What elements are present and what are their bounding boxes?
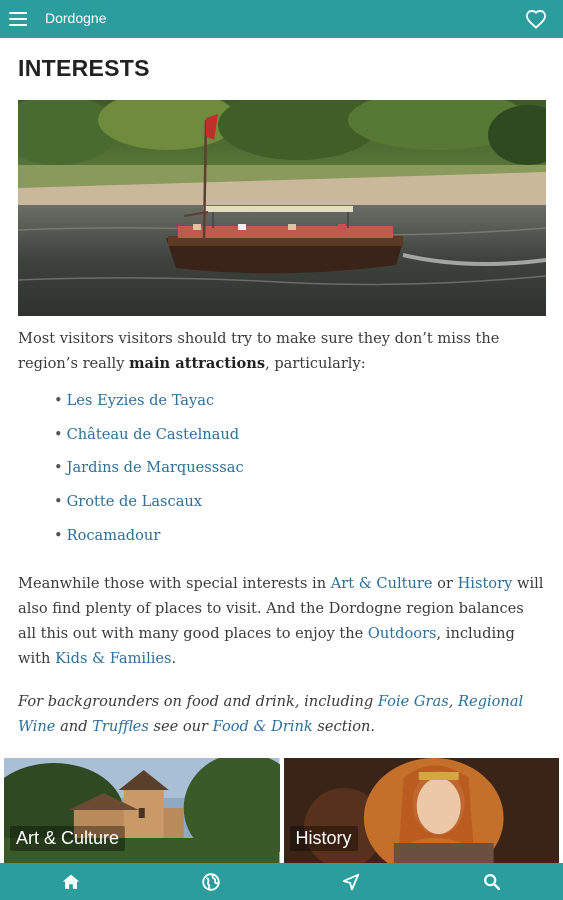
intro-paragraph — [18, 326, 546, 376]
card-label: History — [290, 826, 358, 851]
art-culture-link[interactable]: Art & Culture — [330, 575, 433, 592]
globe-icon[interactable] — [200, 871, 222, 893]
hamburger-menu-icon[interactable] — [9, 9, 29, 29]
list-item: • Château de Castelnaud — [54, 425, 240, 443]
history-card[interactable] — [284, 758, 560, 863]
card-label: Art & Culture — [10, 826, 125, 851]
list-item: • Jardins de Marquesssac — [54, 459, 244, 477]
attraction-link[interactable]: Rocamadour — [66, 526, 161, 544]
paragraph-text: , — [448, 693, 459, 710]
app-title: Dordogne — [45, 10, 107, 26]
kids-families-link[interactable]: Kids & Families — [55, 650, 172, 667]
paragraph-text: see our — [148, 718, 213, 735]
list-item: • Rocamadour — [54, 526, 161, 544]
attraction-link[interactable]: Château de Castelnaud — [66, 425, 240, 443]
truffles-link[interactable]: Truffles — [92, 718, 149, 735]
paragraph-text: For backgrounders on food and drink, including — [18, 693, 378, 710]
paragraph-text: section. — [312, 718, 376, 735]
history-link[interactable]: History — [457, 575, 513, 592]
interests-paragraph — [18, 571, 546, 671]
boat-on-river-photo — [18, 100, 546, 316]
article-body — [18, 326, 546, 556]
intro-text: Most visitors visitors should try to make sure they don’t miss the region’s really — [18, 330, 500, 372]
attractions-list — [54, 388, 546, 556]
search-icon[interactable] — [481, 871, 503, 893]
food-drink-link[interactable]: Food & Drink — [212, 718, 313, 735]
intro-text-end: , particularly: — [265, 355, 366, 372]
heart-outline-icon[interactable] — [525, 9, 547, 29]
navigation-arrow-icon[interactable] — [340, 871, 362, 893]
top-app-bar — [0, 0, 563, 38]
paragraph-text: , including with — [18, 625, 515, 667]
intro-bold-text: main attractions — [129, 355, 266, 372]
paragraph-text: will also find plenty of places to visit. And the Dordogne region balances all this out with many good places to enjoy the — [18, 575, 544, 642]
bottom-navigation-bar — [0, 863, 563, 900]
art-culture-card[interactable] — [4, 758, 280, 863]
paragraph-text: . — [171, 650, 177, 667]
page-title: INTERESTS — [18, 55, 150, 81]
category-cards — [4, 758, 559, 863]
attraction-link[interactable]: Les Eyzies de Tayac — [66, 392, 215, 409]
list-item: • Grotte de Lascaux — [54, 493, 203, 511]
attraction-link[interactable]: Grotte de Lascaux — [66, 493, 203, 511]
outdoors-link[interactable]: Outdoors — [367, 625, 437, 642]
paragraph-text: and — [55, 718, 93, 735]
list-item: • Les Eyzies de Tayac — [54, 392, 215, 409]
paragraph-text: Meanwhile those with special interests in — [18, 575, 331, 592]
foie-gras-link[interactable]: Foie Gras — [377, 693, 449, 710]
home-icon[interactable] — [60, 871, 82, 893]
attraction-link[interactable]: Jardins de Marquesssac — [66, 459, 244, 477]
food-drink-paragraph — [18, 689, 546, 739]
paragraph-text: or — [432, 575, 458, 592]
regional-wine-link[interactable]: Regional Wine — [18, 693, 524, 735]
